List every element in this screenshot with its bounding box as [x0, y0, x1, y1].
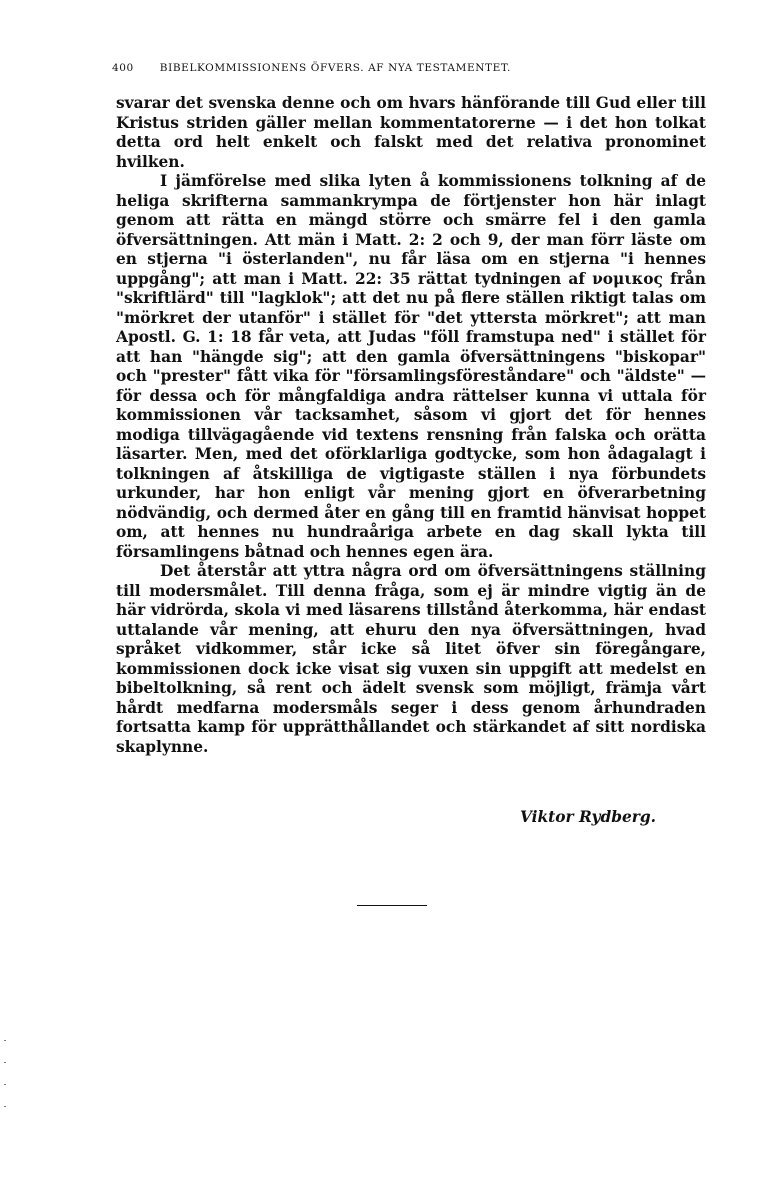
- margin-mark: [4, 1084, 6, 1085]
- running-header: [112, 62, 712, 74]
- paragraph-continuation: svarar det svenska denne och om hvars hänförande till Gud eller till Kristus striden gäller mellan kommentatorerne — i det hon tolkat detta ord helt enkelt och falskt med det relativa pronominet hvilken.: [116, 94, 706, 171]
- paragraph-comparison: I jämförelse med slika lyten å kommissionens tolkning af de heliga skrifterna sammankrympa de förtjenster hon här inlagt genom att rätta en mängd större och smärre fel i den gamla öfversättningen. Att män i Matt. 2: 2 och 9, der man förr läste om en stjerna "i österlanden", nu får läsa om en stjerna "i hennes uppgång"; att man i Matt. 22: 35 rättat tydningen af νομικος från "skriftlärd" till "lagklok"; att det nu på flere ställen riktigt talas om "mörkret der utanför" i stället för "det yttersta mörkret"; att man Apostl. G. 1: 18 får veta, att Judas "föll framstupa ned" i stället för att han "hängde sig"; att den gamla öfversättningens "biskopar" och "prester" fått vika för "församlingsföreståndare" och "äldste" — för dessa och för mångfaldiga andra rättelser kunna vi uttala för kommissionen vår tacksamhet, såsom vi gjort det för hennes modiga tillvägagående vid textens rensning från falska och orätta läsarter. Men, med det oförklarliga godtycke, som hon ådagalagt i tolkningen af åtskilliga de vigtigaste ställen i nya förbundets urkunder, har hon enligt vår mening gjort en öfverarbetning nödvändig, och dermed åter en gång till en framtid hänvisat hoppet om, att hennes nu hundraåriga arbete en dag skall lykta till församlingens båtnad och hennes egen ära.: [116, 172, 706, 561]
- section-divider: [357, 905, 427, 906]
- running-title: BIBELKOMMISSIONENS ÖFVERS. AF NYA TESTAMENTET.: [159, 62, 511, 74]
- paragraph-closing: Det återstår att yttra några ord om öfversättningens ställning till modersmålet. Till denna fråga, som ej är mindre vigtig än de här vidrörda, skola vi med läsarens tillstånd återkomma, här endast uttalande vår mening, att ehuru den nya öfversättningen, hvad språket vidkommer, står icke så litet öfver sin föregångare, kommissionen dock icke visat sig vuxen sin uppgift att medelst en bibeltolkning, så rent och ädelt svensk som möjligt, främja vårt hårdt medfarna modersmåls seger i dess genom århundraden fortsatta kamp för upprätthållandet och stärkandet af sitt nordiska skaplynne.: [116, 562, 706, 756]
- author-signature: Viktor Rydberg.: [520, 808, 657, 826]
- main-text: [116, 94, 706, 757]
- margin-mark: [4, 1040, 6, 1041]
- margin-mark: [4, 1106, 6, 1107]
- margin-mark: [4, 1062, 6, 1063]
- page-number: 400: [112, 62, 134, 74]
